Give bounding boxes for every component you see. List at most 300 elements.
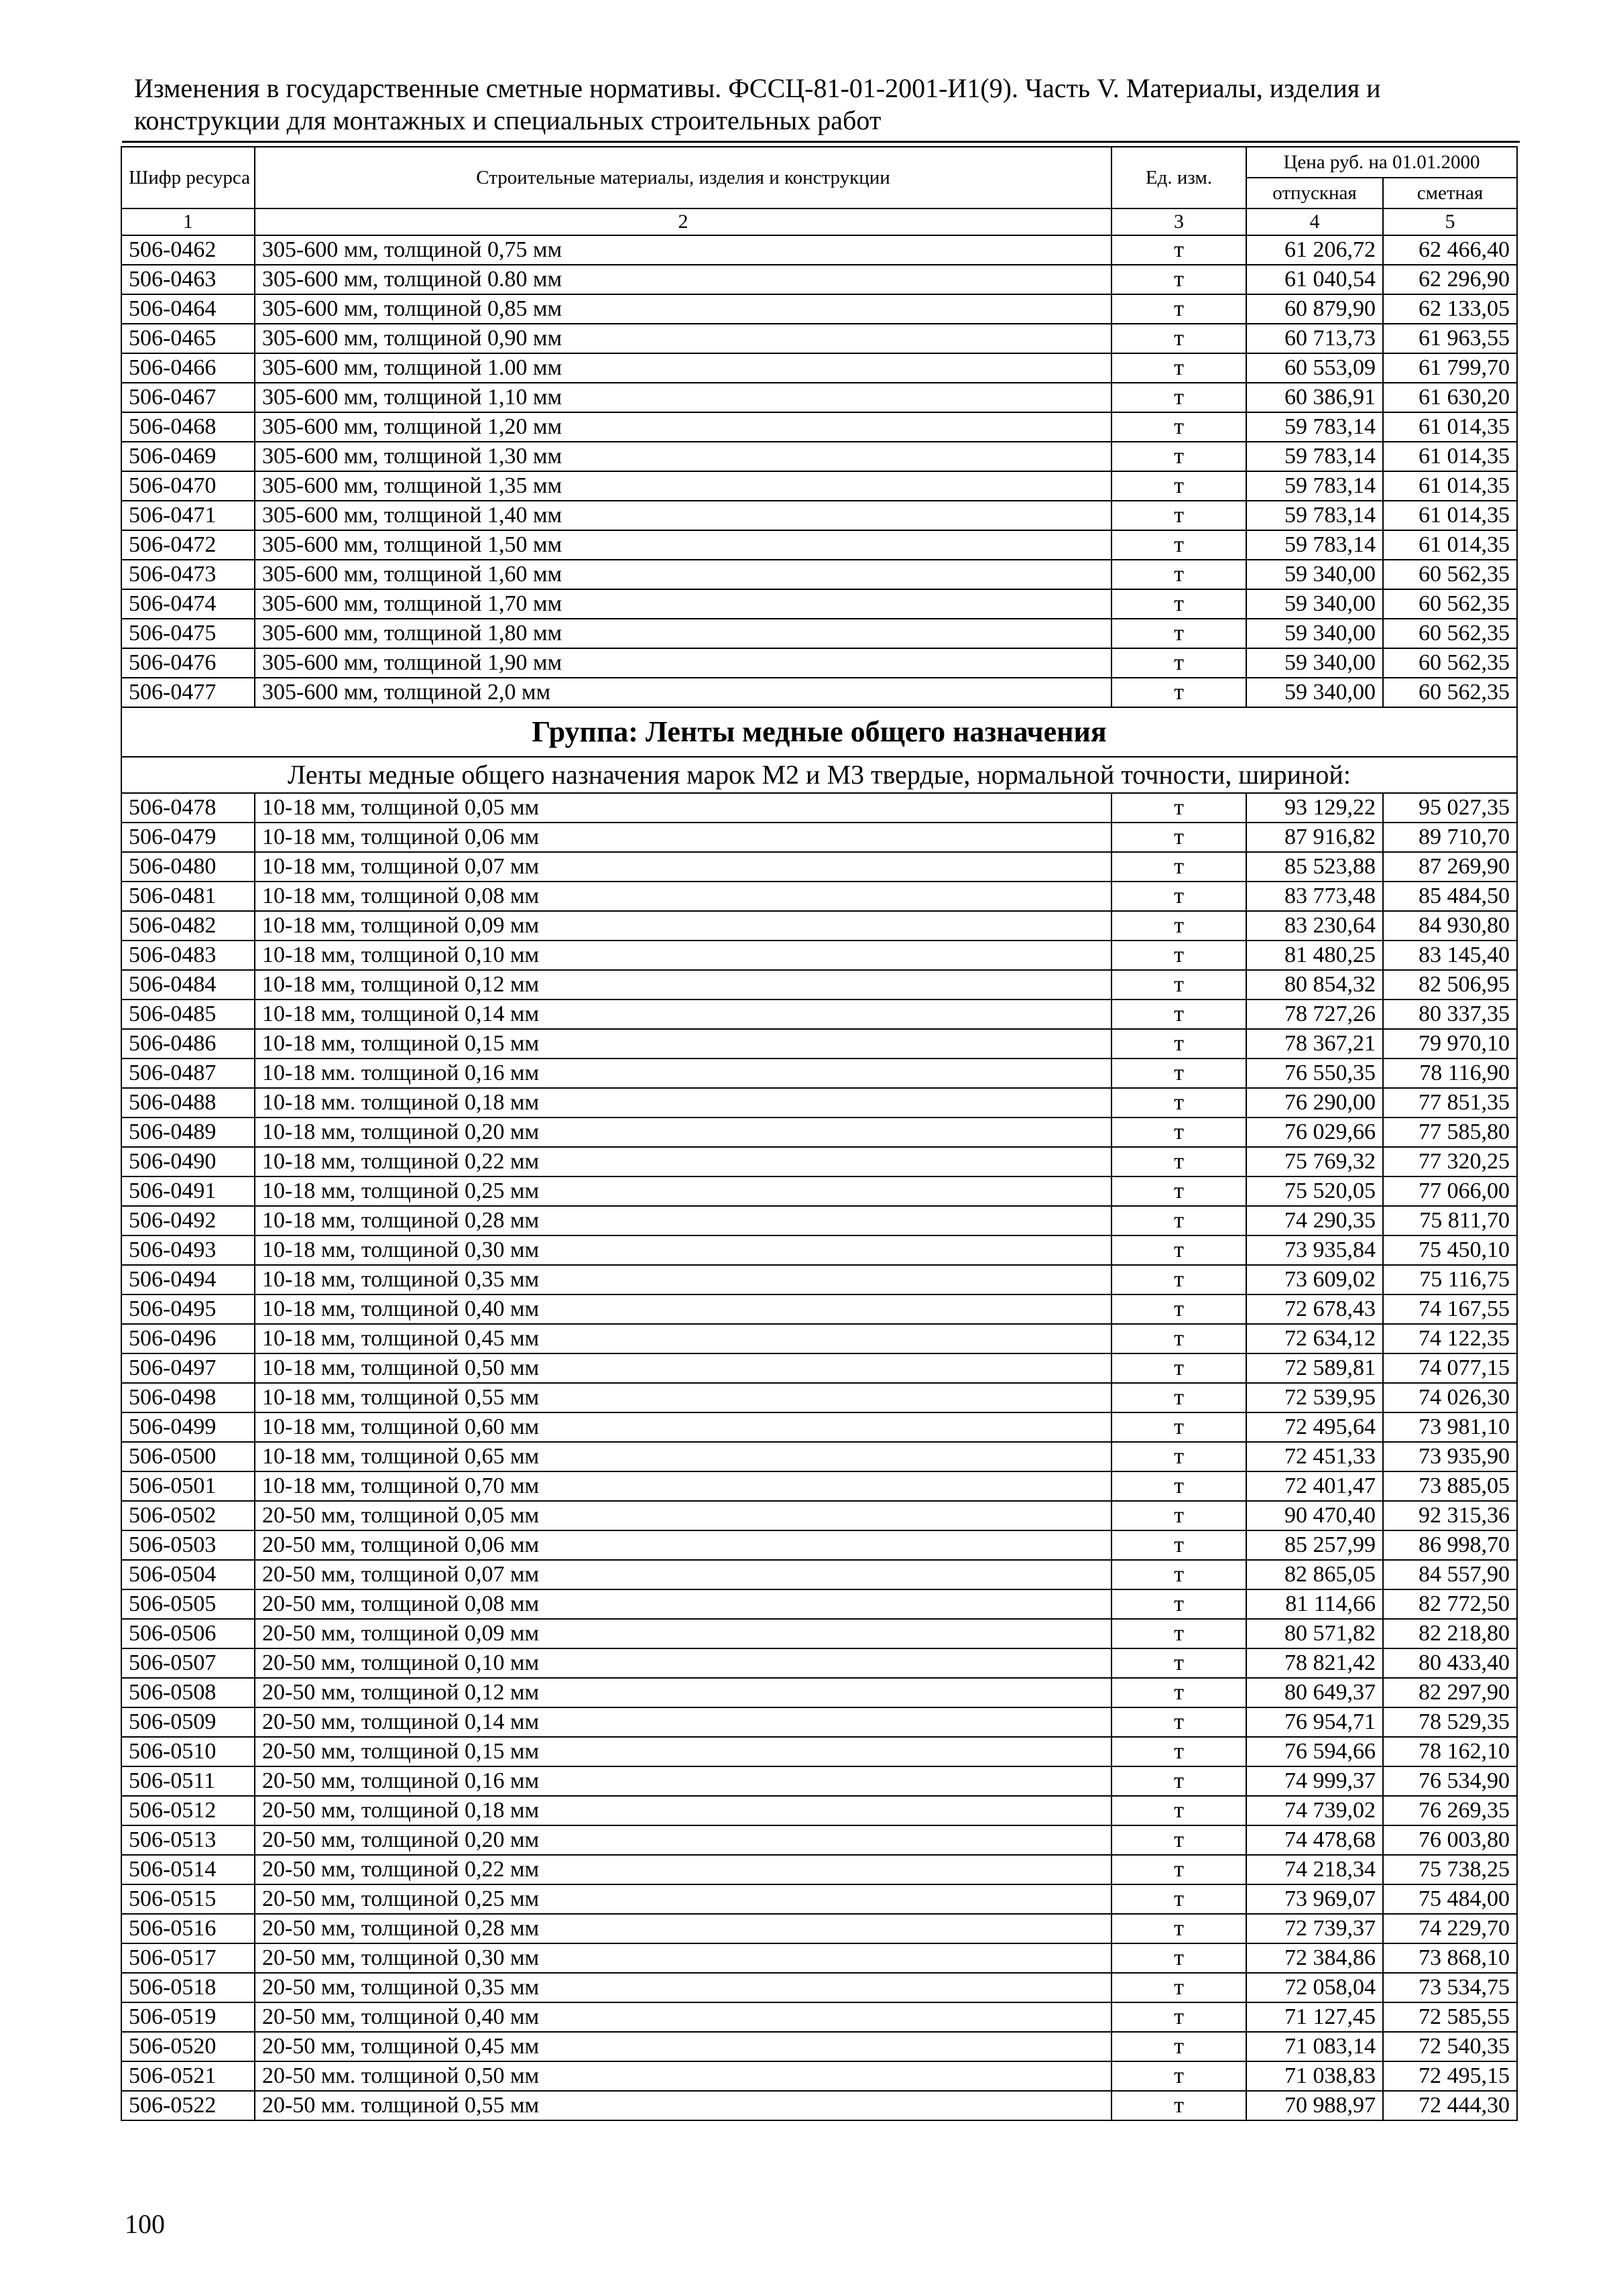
unit-of-measure: т xyxy=(1111,1914,1246,1943)
resource-code: 506-0479 xyxy=(121,823,255,852)
material-description: 10-18 мм, толщиной 0,35 мм xyxy=(255,1265,1111,1294)
release-price: 76 594,66 xyxy=(1246,1737,1383,1766)
material-description: 305-600 мм, толщиной 0,75 мм xyxy=(255,235,1111,265)
release-price: 73 609,02 xyxy=(1246,1265,1383,1294)
table-row xyxy=(121,1353,1517,1383)
release-price: 75 520,05 xyxy=(1246,1176,1383,1206)
release-price: 72 678,43 xyxy=(1246,1294,1383,1324)
estimate-price: 73 935,90 xyxy=(1383,1442,1517,1471)
table-row xyxy=(121,1796,1517,1825)
estimate-price: 60 562,35 xyxy=(1383,619,1517,648)
resource-code: 506-0471 xyxy=(121,501,255,530)
estimate-price: 78 116,90 xyxy=(1383,1059,1517,1088)
estimate-price: 79 970,10 xyxy=(1383,1029,1517,1059)
resource-code: 506-0508 xyxy=(121,1678,255,1707)
release-price: 72 401,47 xyxy=(1246,1471,1383,1501)
material-description: 305-600 мм, толщиной 1,90 мм xyxy=(255,648,1111,678)
table-row xyxy=(121,1059,1517,1088)
unit-of-measure: т xyxy=(1111,1707,1246,1737)
unit-of-measure: т xyxy=(1111,1383,1246,1412)
release-price: 60 879,90 xyxy=(1246,294,1383,324)
estimate-price: 77 851,35 xyxy=(1383,1088,1517,1117)
column-number: 2 xyxy=(255,208,1111,235)
table-row xyxy=(121,1737,1517,1766)
table-row xyxy=(121,324,1517,353)
table-row xyxy=(121,1884,1517,1914)
unit-of-measure: т xyxy=(1111,471,1246,501)
table-row xyxy=(121,383,1517,412)
release-price: 59 783,14 xyxy=(1246,471,1383,501)
resource-code: 506-0470 xyxy=(121,471,255,501)
release-price: 87 916,82 xyxy=(1246,823,1383,852)
resource-code: 506-0521 xyxy=(121,2061,255,2091)
release-price: 81 480,25 xyxy=(1246,941,1383,970)
resource-code: 506-0503 xyxy=(121,1530,255,1560)
unit-of-measure: т xyxy=(1111,1737,1246,1766)
table-row xyxy=(121,1973,1517,2002)
material-description: 10-18 мм, толщиной 0,22 мм xyxy=(255,1147,1111,1176)
unit-of-measure: т xyxy=(1111,2032,1246,2061)
resource-code: 506-0518 xyxy=(121,1973,255,2002)
estimate-price: 77 585,80 xyxy=(1383,1117,1517,1147)
material-description: 20-50 мм, толщиной 0,06 мм xyxy=(255,1530,1111,1560)
resource-code: 506-0462 xyxy=(121,235,255,265)
material-description: 20-50 мм. толщиной 0,55 мм xyxy=(255,2091,1111,2120)
material-description: 10-18 мм, толщиной 0,06 мм xyxy=(255,823,1111,852)
estimate-price: 92 315,36 xyxy=(1383,1501,1517,1530)
table-row xyxy=(121,1088,1517,1117)
resource-code: 506-0511 xyxy=(121,1766,255,1796)
release-price: 59 783,14 xyxy=(1246,412,1383,442)
resource-code: 506-0498 xyxy=(121,1383,255,1412)
resource-code: 506-0468 xyxy=(121,412,255,442)
release-price: 90 470,40 xyxy=(1246,1501,1383,1530)
unit-of-measure: т xyxy=(1111,294,1246,324)
table-row xyxy=(121,941,1517,970)
table-row xyxy=(121,1530,1517,1560)
resource-code: 506-0496 xyxy=(121,1324,255,1353)
release-price: 72 058,04 xyxy=(1246,1973,1383,2002)
release-price: 59 340,00 xyxy=(1246,648,1383,678)
material-description: 10-18 мм, толщиной 0,07 мм xyxy=(255,852,1111,882)
table-row xyxy=(121,353,1517,383)
table-row xyxy=(121,882,1517,911)
release-price: 74 478,68 xyxy=(1246,1825,1383,1855)
material-description: 10-18 мм, толщиной 0,25 мм xyxy=(255,1176,1111,1206)
estimate-price: 75 738,25 xyxy=(1383,1855,1517,1884)
resource-code: 506-0488 xyxy=(121,1088,255,1117)
material-description: 20-50 мм, толщиной 0,09 мм xyxy=(255,1619,1111,1648)
release-price: 59 783,14 xyxy=(1246,530,1383,560)
material-description: 10-18 мм, толщиной 0,50 мм xyxy=(255,1353,1111,1383)
material-description: 10-18 мм, толщиной 0,15 мм xyxy=(255,1029,1111,1059)
table-row xyxy=(121,1412,1517,1442)
group-title: Группа: Ленты медные общего назначения xyxy=(121,707,1517,757)
estimate-price: 72 540,35 xyxy=(1383,2032,1517,2061)
release-price: 78 821,42 xyxy=(1246,1648,1383,1678)
table-row xyxy=(121,911,1517,941)
resource-code: 506-0474 xyxy=(121,589,255,619)
estimate-price: 82 772,50 xyxy=(1383,1589,1517,1619)
material-description: 20-50 мм, толщиной 0,12 мм xyxy=(255,1678,1111,1707)
unit-of-measure: т xyxy=(1111,1324,1246,1353)
table-row xyxy=(121,265,1517,294)
estimate-price: 61 963,55 xyxy=(1383,324,1517,353)
header-price: Цена руб. на 01.01.2000 xyxy=(1246,147,1517,178)
table-row xyxy=(121,1766,1517,1796)
column-number: 4 xyxy=(1246,208,1383,235)
column-numbers-row xyxy=(121,208,1517,235)
estimate-price: 82 506,95 xyxy=(1383,970,1517,1000)
resource-code: 506-0475 xyxy=(121,619,255,648)
header-code: Шифр ресурса xyxy=(121,147,255,208)
unit-of-measure: т xyxy=(1111,2002,1246,2032)
material-description: 305-600 мм, толщиной 2,0 мм xyxy=(255,678,1111,707)
resource-code: 506-0465 xyxy=(121,324,255,353)
document-header-title: Изменения в государственные сметные нормативы. ФССЦ-81-01-2001-И1(9). Часть V. Материалы, изделия и конструкции для монтажных и специальных строительных работ xyxy=(134,73,1381,135)
estimate-price: 74 026,30 xyxy=(1383,1383,1517,1412)
release-price: 74 290,35 xyxy=(1246,1206,1383,1235)
estimate-price: 78 529,35 xyxy=(1383,1707,1517,1737)
unit-of-measure: т xyxy=(1111,1825,1246,1855)
release-price: 76 290,00 xyxy=(1246,1088,1383,1117)
estimate-price: 75 811,70 xyxy=(1383,1206,1517,1235)
table-row xyxy=(121,294,1517,324)
resource-code: 506-0501 xyxy=(121,1471,255,1501)
release-price: 60 553,09 xyxy=(1246,353,1383,383)
resource-code: 506-0510 xyxy=(121,1737,255,1766)
estimate-price: 62 296,90 xyxy=(1383,265,1517,294)
header-divider xyxy=(122,141,1520,143)
release-price: 59 783,14 xyxy=(1246,442,1383,471)
table-row xyxy=(121,1648,1517,1678)
table-row xyxy=(121,1176,1517,1206)
table-row xyxy=(121,1117,1517,1147)
resource-code: 506-0464 xyxy=(121,294,255,324)
resource-code: 506-0512 xyxy=(121,1796,255,1825)
unit-of-measure: т xyxy=(1111,383,1246,412)
release-price: 78 727,26 xyxy=(1246,1000,1383,1029)
material-description: 305-600 мм, толщиной 0,90 мм xyxy=(255,324,1111,353)
estimate-price: 61 630,20 xyxy=(1383,383,1517,412)
resource-code: 506-0504 xyxy=(121,1560,255,1589)
material-description: 10-18 мм, толщиной 0,70 мм xyxy=(255,1471,1111,1501)
estimate-price: 86 998,70 xyxy=(1383,1530,1517,1560)
material-description: 305-600 мм, толщиной 1,60 мм xyxy=(255,560,1111,589)
header-unit: Ед. изм. xyxy=(1111,147,1246,208)
table-row xyxy=(121,471,1517,501)
material-description: 20-50 мм, толщиной 0,20 мм xyxy=(255,1825,1111,1855)
unit-of-measure: т xyxy=(1111,1206,1246,1235)
unit-of-measure: т xyxy=(1111,1000,1246,1029)
resource-code: 506-0463 xyxy=(121,265,255,294)
material-description: 305-600 мм, толщиной 0.80 мм xyxy=(255,265,1111,294)
material-description: 20-50 мм, толщиной 0,05 мм xyxy=(255,1501,1111,1530)
resource-code: 506-0516 xyxy=(121,1914,255,1943)
table-row xyxy=(121,970,1517,1000)
resource-code: 506-0467 xyxy=(121,383,255,412)
release-price: 82 865,05 xyxy=(1246,1560,1383,1589)
unit-of-measure: т xyxy=(1111,1088,1246,1117)
unit-of-measure: т xyxy=(1111,1619,1246,1648)
resource-code: 506-0466 xyxy=(121,353,255,383)
estimate-price: 84 930,80 xyxy=(1383,911,1517,941)
table-row xyxy=(121,1265,1517,1294)
estimate-price: 76 003,80 xyxy=(1383,1825,1517,1855)
material-description: 10-18 мм, толщиной 0,28 мм xyxy=(255,1206,1111,1235)
table-row xyxy=(121,589,1517,619)
resource-code: 506-0473 xyxy=(121,560,255,589)
release-price: 72 739,37 xyxy=(1246,1914,1383,1943)
price-table-body xyxy=(121,147,1517,2120)
subgroup-title: Ленты медные общего назначения марок М2 и М3 твердые, нормальной точности, шириной: xyxy=(121,757,1517,793)
resource-code: 506-0469 xyxy=(121,442,255,471)
resource-code: 506-0519 xyxy=(121,2002,255,2032)
table-row xyxy=(121,1619,1517,1648)
page-number: 100 xyxy=(125,2209,165,2239)
resource-code: 506-0515 xyxy=(121,1884,255,1914)
table-row xyxy=(121,1442,1517,1471)
estimate-price: 61 799,70 xyxy=(1383,353,1517,383)
estimate-price: 75 116,75 xyxy=(1383,1265,1517,1294)
unit-of-measure: т xyxy=(1111,324,1246,353)
release-price: 76 029,66 xyxy=(1246,1117,1383,1147)
estimate-price: 80 337,35 xyxy=(1383,1000,1517,1029)
estimate-price: 61 014,35 xyxy=(1383,530,1517,560)
release-price: 81 114,66 xyxy=(1246,1589,1383,1619)
table-row xyxy=(121,1914,1517,1943)
table-row xyxy=(121,1471,1517,1501)
column-number: 1 xyxy=(121,208,255,235)
material-description: 10-18 мм, толщиной 0,05 мм xyxy=(255,793,1111,823)
header-name: Строительные материалы, изделия и конструкции xyxy=(255,147,1111,208)
column-number: 5 xyxy=(1383,208,1517,235)
resource-code: 506-0490 xyxy=(121,1147,255,1176)
release-price: 60 713,73 xyxy=(1246,324,1383,353)
estimate-price: 78 162,10 xyxy=(1383,1737,1517,1766)
release-price: 76 550,35 xyxy=(1246,1059,1383,1088)
estimate-price: 85 484,50 xyxy=(1383,882,1517,911)
estimate-price: 73 868,10 xyxy=(1383,1943,1517,1973)
column-number: 3 xyxy=(1111,208,1246,235)
resource-code: 506-0486 xyxy=(121,1029,255,1059)
release-price: 80 649,37 xyxy=(1246,1678,1383,1707)
release-price: 74 218,34 xyxy=(1246,1855,1383,1884)
table-row xyxy=(121,1324,1517,1353)
table-row xyxy=(121,852,1517,882)
unit-of-measure: т xyxy=(1111,1648,1246,1678)
estimate-price: 77 320,25 xyxy=(1383,1147,1517,1176)
unit-of-measure: т xyxy=(1111,1766,1246,1796)
release-price: 72 384,86 xyxy=(1246,1943,1383,1973)
estimate-price: 61 014,35 xyxy=(1383,412,1517,442)
unit-of-measure: т xyxy=(1111,823,1246,852)
release-price: 71 038,83 xyxy=(1246,2061,1383,2091)
material-description: 305-600 мм, толщиной 1,80 мм xyxy=(255,619,1111,648)
release-price: 74 739,02 xyxy=(1246,1796,1383,1825)
estimate-price: 84 557,90 xyxy=(1383,1560,1517,1589)
unit-of-measure: т xyxy=(1111,1973,1246,2002)
estimate-price: 74 077,15 xyxy=(1383,1353,1517,1383)
estimate-price: 60 562,35 xyxy=(1383,560,1517,589)
release-price: 72 451,33 xyxy=(1246,1442,1383,1471)
estimate-price: 74 167,55 xyxy=(1383,1294,1517,1324)
table-row xyxy=(121,442,1517,471)
material-description: 20-50 мм, толщиной 0,08 мм xyxy=(255,1589,1111,1619)
material-description: 10-18 мм, толщиной 0,55 мм xyxy=(255,1383,1111,1412)
unit-of-measure: т xyxy=(1111,1884,1246,1914)
material-description: 10-18 мм, толщиной 0,40 мм xyxy=(255,1294,1111,1324)
release-price: 70 988,97 xyxy=(1246,2091,1383,2120)
material-description: 10-18 мм, толщиной 0,45 мм xyxy=(255,1324,1111,1353)
unit-of-measure: т xyxy=(1111,678,1246,707)
unit-of-measure: т xyxy=(1111,852,1246,882)
release-price: 74 999,37 xyxy=(1246,1766,1383,1796)
material-description: 20-50 мм, толщиной 0,14 мм xyxy=(255,1707,1111,1737)
estimate-price: 75 484,00 xyxy=(1383,1884,1517,1914)
release-price: 78 367,21 xyxy=(1246,1029,1383,1059)
material-description: 20-50 мм, толщиной 0,10 мм xyxy=(255,1648,1111,1678)
material-description: 305-600 мм, толщиной 1,35 мм xyxy=(255,471,1111,501)
unit-of-measure: т xyxy=(1111,1265,1246,1294)
resource-code: 506-0493 xyxy=(121,1235,255,1265)
unit-of-measure: т xyxy=(1111,589,1246,619)
release-price: 72 495,64 xyxy=(1246,1412,1383,1442)
material-description: 305-600 мм, толщиной 1,30 мм xyxy=(255,442,1111,471)
table-row xyxy=(121,1147,1517,1176)
unit-of-measure: т xyxy=(1111,882,1246,911)
material-description: 305-600 мм, толщиной 0,85 мм xyxy=(255,294,1111,324)
unit-of-measure: т xyxy=(1111,1855,1246,1884)
estimate-price: 62 466,40 xyxy=(1383,235,1517,265)
estimate-price: 76 269,35 xyxy=(1383,1796,1517,1825)
material-description: 20-50 мм, толщиной 0,45 мм xyxy=(255,2032,1111,2061)
resource-code: 506-0494 xyxy=(121,1265,255,1294)
material-description: 305-600 мм, толщиной 1.00 мм xyxy=(255,353,1111,383)
table-row xyxy=(121,793,1517,823)
estimate-price: 73 885,05 xyxy=(1383,1471,1517,1501)
table-row xyxy=(121,1560,1517,1589)
material-description: 10-18 мм, толщиной 0,10 мм xyxy=(255,941,1111,970)
material-description: 305-600 мм, толщиной 1,10 мм xyxy=(255,383,1111,412)
table-row xyxy=(121,1943,1517,1973)
unit-of-measure: т xyxy=(1111,619,1246,648)
resource-code: 506-0507 xyxy=(121,1648,255,1678)
estimate-price: 73 534,75 xyxy=(1383,1973,1517,2002)
resource-code: 506-0502 xyxy=(121,1501,255,1530)
release-price: 72 634,12 xyxy=(1246,1324,1383,1353)
resource-code: 506-0514 xyxy=(121,1855,255,1884)
unit-of-measure: т xyxy=(1111,648,1246,678)
material-description: 10-18 мм, толщиной 0,65 мм xyxy=(255,1442,1111,1471)
price-table xyxy=(121,146,1518,2121)
release-price: 83 230,64 xyxy=(1246,911,1383,941)
material-description: 20-50 мм, толщиной 0,30 мм xyxy=(255,1943,1111,1973)
material-description: 20-50 мм, толщиной 0,15 мм xyxy=(255,1737,1111,1766)
resource-code: 506-0495 xyxy=(121,1294,255,1324)
table-row xyxy=(121,619,1517,648)
resource-code: 506-0484 xyxy=(121,970,255,1000)
resource-code: 506-0499 xyxy=(121,1412,255,1442)
resource-code: 506-0491 xyxy=(121,1176,255,1206)
estimate-price: 75 450,10 xyxy=(1383,1235,1517,1265)
material-description: 20-50 мм. толщиной 0,50 мм xyxy=(255,2061,1111,2091)
unit-of-measure: т xyxy=(1111,1943,1246,1973)
table-row xyxy=(121,1235,1517,1265)
unit-of-measure: т xyxy=(1111,793,1246,823)
material-description: 10-18 мм. толщиной 0,18 мм xyxy=(255,1088,1111,1117)
release-price: 73 969,07 xyxy=(1246,1884,1383,1914)
resource-code: 506-0487 xyxy=(121,1059,255,1088)
unit-of-measure: т xyxy=(1111,911,1246,941)
release-price: 93 129,22 xyxy=(1246,793,1383,823)
unit-of-measure: т xyxy=(1111,1147,1246,1176)
resource-code: 506-0513 xyxy=(121,1825,255,1855)
material-description: 20-50 мм, толщиной 0,35 мм xyxy=(255,1973,1111,2002)
resource-code: 506-0509 xyxy=(121,1707,255,1737)
estimate-price: 74 122,35 xyxy=(1383,1324,1517,1353)
material-description: 10-18 мм. толщиной 0,16 мм xyxy=(255,1059,1111,1088)
resource-code: 506-0520 xyxy=(121,2032,255,2061)
release-price: 85 523,88 xyxy=(1246,852,1383,882)
table-row xyxy=(121,1589,1517,1619)
release-price: 73 935,84 xyxy=(1246,1235,1383,1265)
unit-of-measure: т xyxy=(1111,501,1246,530)
estimate-price: 77 066,00 xyxy=(1383,1176,1517,1206)
table-row xyxy=(121,1707,1517,1737)
material-description: 305-600 мм, толщиной 1,40 мм xyxy=(255,501,1111,530)
estimate-price: 74 229,70 xyxy=(1383,1914,1517,1943)
unit-of-measure: т xyxy=(1111,1501,1246,1530)
resource-code: 506-0517 xyxy=(121,1943,255,1973)
estimate-price: 87 269,90 xyxy=(1383,852,1517,882)
table-row xyxy=(121,2002,1517,2032)
table-row xyxy=(121,1855,1517,1884)
unit-of-measure: т xyxy=(1111,235,1246,265)
estimate-price: 60 562,35 xyxy=(1383,648,1517,678)
material-description: 10-18 мм, толщиной 0,09 мм xyxy=(255,911,1111,941)
group-title-row xyxy=(121,707,1517,757)
estimate-price: 76 534,90 xyxy=(1383,1766,1517,1796)
estimate-price: 89 710,70 xyxy=(1383,823,1517,852)
release-price: 83 773,48 xyxy=(1246,882,1383,911)
release-price: 80 571,82 xyxy=(1246,1619,1383,1648)
table-row xyxy=(121,648,1517,678)
table-row xyxy=(121,1029,1517,1059)
release-price: 75 769,32 xyxy=(1246,1147,1383,1176)
resource-code: 506-0472 xyxy=(121,530,255,560)
estimate-price: 72 495,15 xyxy=(1383,2061,1517,2091)
unit-of-measure: т xyxy=(1111,1589,1246,1619)
material-description: 10-18 мм, толщиной 0,12 мм xyxy=(255,970,1111,1000)
unit-of-measure: т xyxy=(1111,1442,1246,1471)
unit-of-measure: т xyxy=(1111,530,1246,560)
table-row xyxy=(121,2091,1517,2120)
material-description: 20-50 мм, толщиной 0,28 мм xyxy=(255,1914,1111,1943)
unit-of-measure: т xyxy=(1111,442,1246,471)
release-price: 71 127,45 xyxy=(1246,2002,1383,2032)
estimate-price: 80 433,40 xyxy=(1383,1648,1517,1678)
material-description: 20-50 мм, толщиной 0,40 мм xyxy=(255,2002,1111,2032)
resource-code: 506-0477 xyxy=(121,678,255,707)
unit-of-measure: т xyxy=(1111,970,1246,1000)
table-row xyxy=(121,530,1517,560)
material-description: 305-600 мм, толщиной 1,70 мм xyxy=(255,589,1111,619)
unit-of-measure: т xyxy=(1111,1530,1246,1560)
release-price: 59 340,00 xyxy=(1246,619,1383,648)
resource-code: 506-0483 xyxy=(121,941,255,970)
resource-code: 506-0506 xyxy=(121,1619,255,1648)
